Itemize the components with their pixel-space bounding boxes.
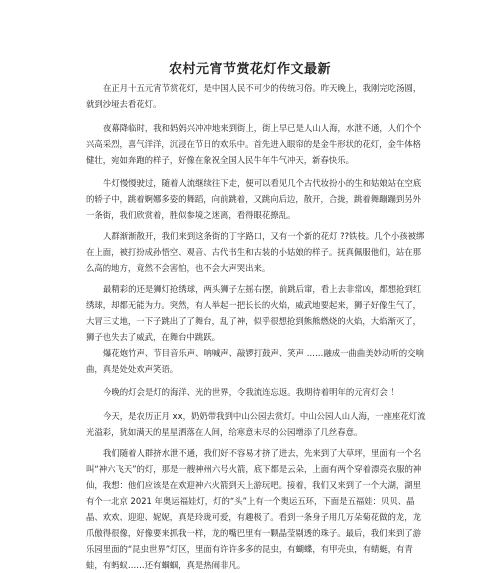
- paragraph-5: 最精彩的还是狮灯抢绣球，两头狮子左摇右摆，前跳后窜，看上去非常凶，都想抢到红绣球，却都无能为力。突然，有人举起一把长长的火焰，威武地要起来，狮子好像生气了，大冒三丈地，一下子跳出了了舞台，乱了神，似乎很想抢到熊熊燃烧的火焰，大焰渐灭了，狮子也失去了威武，在舞台中跳跃。: [86, 284, 422, 342]
- paragraph-3: 牛灯慢慢驶过，随着人流继续往下走，便可以看见几个古代妆扮小的生和姑娘站在空底的轿子中，跳着婀娜多姿的舞蹈，向前跳着，又跳向后边，散开，合拢，跳着舞蹦蹦到另外一条街，我们欣赏着，胜似参境之迷离，看得眼花撩乱。: [86, 178, 422, 220]
- document-title: 农村元宵节赏花灯作文最新: [168, 62, 331, 77]
- paragraph-8: 今天，是农历正月 xx，奶奶带我到中山公园去赏灯。中山公园人山人海，一座座花灯流光溢彩，犹如满天的星星洒落在人间，给寒意未尽的公园增添了几丝春意。: [86, 411, 426, 437]
- paragraph-9: 我们随着人群挤水泄不通，我们好不容易才挤了进去，先来到了大草坪，里面有一个名叫“神六飞天”的灯，那是一艘神州六号火箭，底下都是云朵，上面有两个穿着漂亮衣服的神仙，我想：他们应该是在欢迎神六火箭到天上游玩吧。接着，我们又来到了一个大湖，湖里有个一北京 2021 年奥运福娃灯，灯的“头”上有一个奥运五环，下面是五福娃：贝贝、晶晶、欢欢、迎迎、妮妮，真是玲珑可爱，有趣极了。看到一条身子用几万朵菊花做的龙，龙爪傲得很像，好像要来抓我一样，龙的嘴巴里有一颗晶莹剔透的珠子。最后，我们来到了游乐园里面的“昆虫世界”灯区，里面有许许多多的昆虫，有蝴蝶，有甲壳虫，有蜻蜓，有青蛙，有蚂蚁……还有蝈蝈，真是热闹非凡。: [86, 448, 422, 570]
- paragraph-2: 夜幕降临时，我和妈妈兴冲冲地来到街上，街上早已是人山人海，水泄不通，人们个个兴高采烈，喜气洋洋，沉浸在节日的欢乐中。首先进入眼帘的是金牛形状的花灯，金牛体格健壮，宛如奔跑的样子，好像在象祝全国人民牛年牛气冲天，新春快乐。: [86, 123, 422, 165]
- paragraph-1: 在正月十五元宵节赏花灯，是中国人民不可少的传统习俗。昨天晚上，我刚完吃汤圆，就到沙垭去看花灯。: [86, 83, 422, 109]
- paragraph-7: 今晚的灯会是灯的海洋、光的世界，令我流连忘返。我期待着明年的元宵灯会 ！: [103, 387, 399, 397]
- paragraph-4: 人群渐渐散开，我们来到这条街的丁字路口，又有一个新的花灯 ??铁枝。几个小孩被绑在上面，被打扮成孙悟空、观音、古代书生和古装的小姑娘的样子。抚真佩服他们，站在那么高的地方，竟然不会害怕，也不会大声哭出来。: [86, 231, 425, 273]
- paragraph-6: 爆花炮竹声、节目音乐声、呐喊声、敲锣打鼓声、笑声 ……融成一曲曲美妙动听的交响曲，真是处处欢声笑语。: [86, 348, 424, 374]
